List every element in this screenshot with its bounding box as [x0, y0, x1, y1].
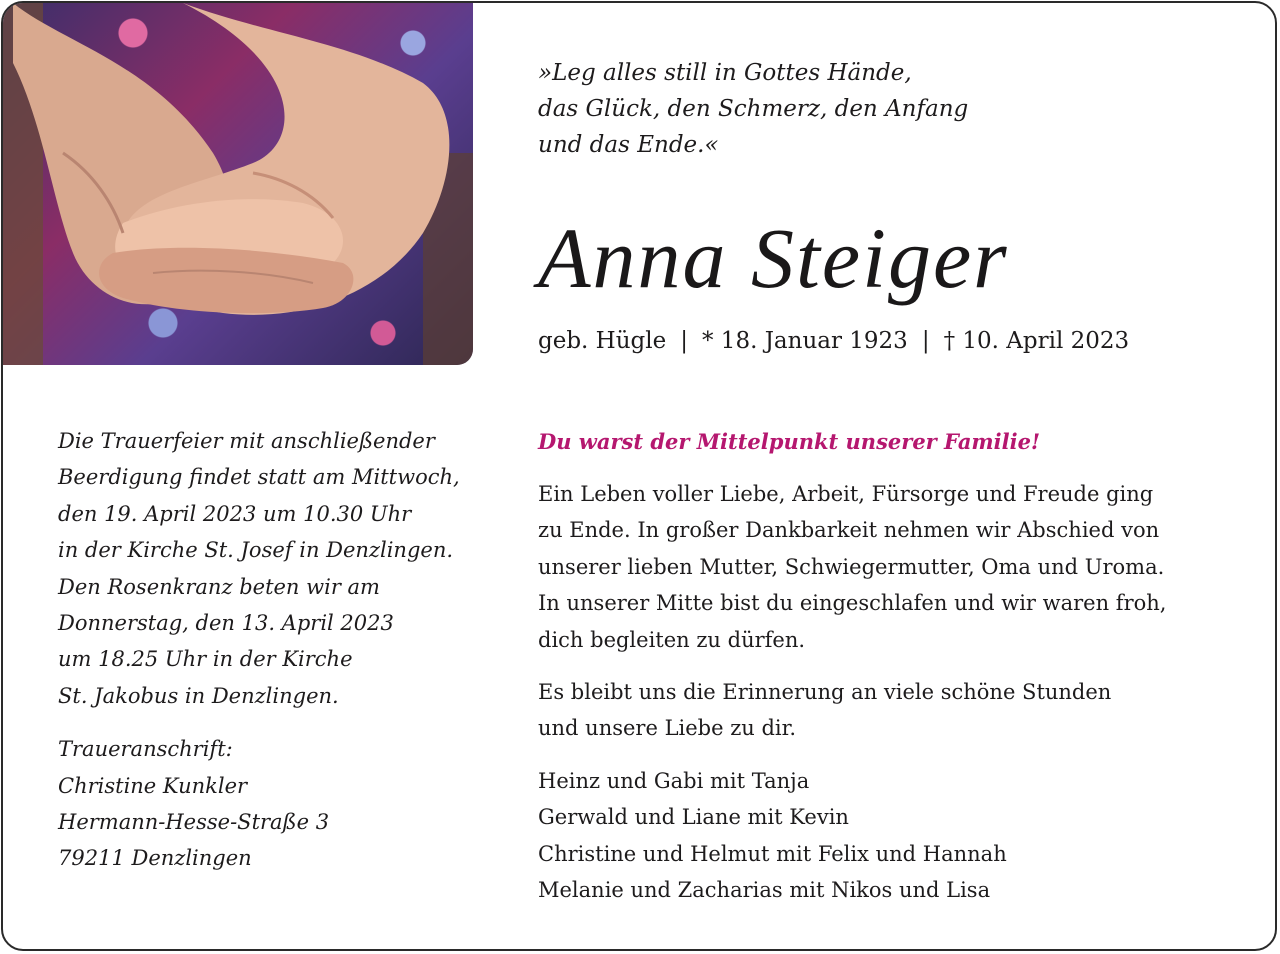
hands-illustration	[3, 3, 473, 365]
death-date: † 10. April 2023	[943, 328, 1130, 354]
birth-name: geb. Hügle	[538, 328, 667, 354]
ceremony-info	[58, 423, 498, 877]
hands-photo	[3, 3, 473, 365]
mourning-address: Traueranschrift: Christine Kunkler Hermann-Hesse-Straße 3 79211 Denzlingen	[58, 737, 330, 871]
date-separator: |	[921, 328, 930, 354]
memorial-quote: »Leg alles still in Gottes Hände, das Glück, den Schmerz, den Anfang und das Ende.«	[538, 60, 969, 158]
life-dates	[538, 323, 1129, 359]
deceased-name: Anna Steiger	[538, 210, 1009, 306]
paragraph-memory: Es bleibt uns die Erinnerung an viele schöne Stunden und unsere Liebe zu dir.	[538, 680, 1112, 741]
headline: Du warst der Mittelpunkt unserer Familie!	[538, 429, 1041, 454]
obituary-card	[1, 1, 1277, 951]
paragraph-life: Ein Leben voller Liebe, Arbeit, Fürsorge und Freude ging zu Ende. In großer Dankbarkeit nehmen wir Abschied von unserer lieben Mutter, Schwiegermutter, Oma und Uroma. In unserer Mitte bist du eingeschlafen und wir waren froh, dich begleiten zu dürfen.	[538, 482, 1167, 652]
family-signatures: Heinz und Gabi mit Tanja Gerwald und Liane mit Kevin Christine und Helmut mit Felix und Hannah Melanie und Zacharias mit Nikos und Lisa	[538, 768, 1007, 903]
date-separator: |	[680, 328, 688, 354]
ceremony-details: Die Trauerfeier mit anschließender Beerdigung findet statt am Mittwoch, den 19. April 2023 um 10.30 Uhr in der Kirche St. Josef in Denzlingen. Den Rosenkranz beten wir am Donnerstag, den 13. April 2023 um 18.25 Uhr in der Kirche St. Jakobus in Denzlingen.	[58, 429, 460, 708]
birth-date: * 18. Januar 1923	[702, 328, 908, 354]
obituary-text	[538, 424, 1258, 908]
